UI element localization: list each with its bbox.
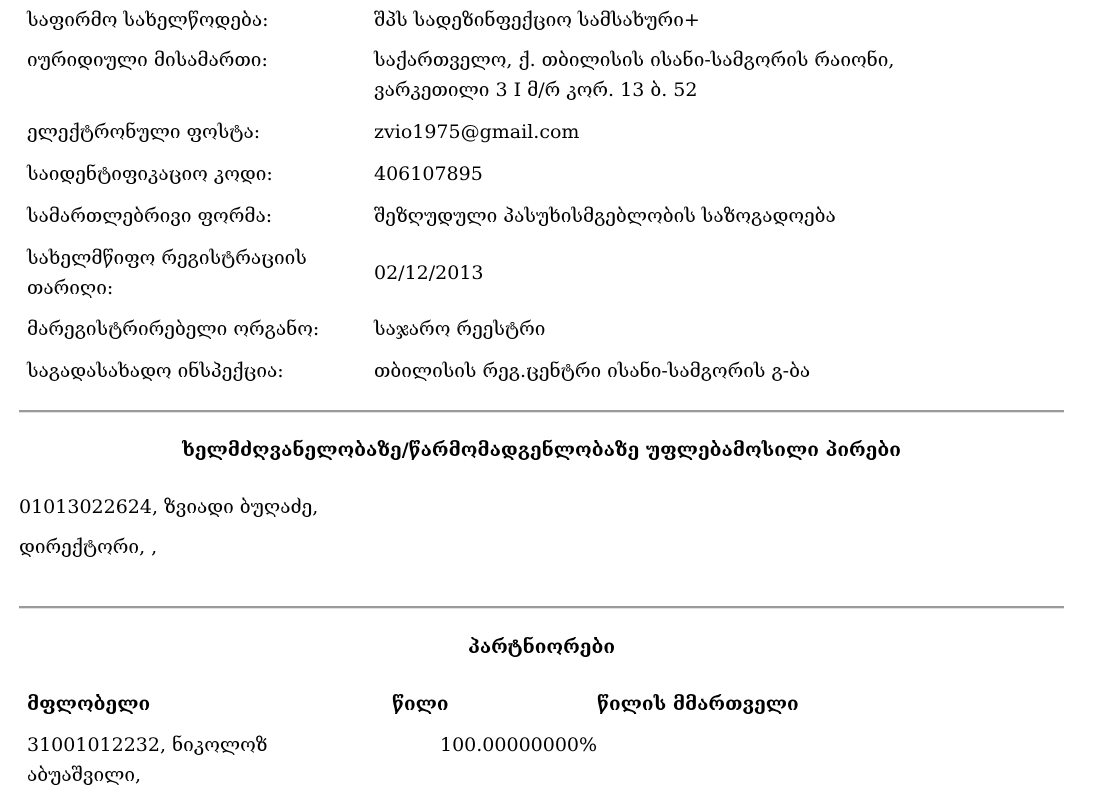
registration-date-row <box>19 243 1064 303</box>
divider-2 <box>19 606 1064 609</box>
id-code-row <box>19 159 1064 189</box>
legal-address-label: იურიდიული მისამართი: <box>27 49 268 71</box>
partner-share: 100.00000000% <box>440 734 598 756</box>
representative-line-1: 01013022624, ზვიადი ბუღაძე, <box>19 496 319 518</box>
email-value: zvio1975@gmail.com <box>374 121 580 143</box>
representatives-title: ხელმძღვანელობაზე/წარმომადგენლობაზე უფლებამოსილი პირები <box>182 439 901 461</box>
divider-1 <box>19 410 1064 413</box>
share-manager-column-header: წილის მმართველი <box>597 693 799 715</box>
company-name-label: საფირმო სახელწოდება: <box>27 9 269 31</box>
partners-table-header <box>19 688 1064 720</box>
email-label: ელექტრონული ფოსტა: <box>27 121 261 143</box>
email-row <box>19 117 1064 147</box>
tax-inspection-label: საგადასახადო ინსპექცია: <box>27 360 284 382</box>
legal-form-row <box>19 201 1064 231</box>
legal-address-value: საქართველო, ქ. თბილისის ისანი-სამგორის რაიონი, ვარკეთილი 3 I მ/რ კორ. 13 ბ. 52 <box>374 49 895 101</box>
legal-address-row <box>19 45 1064 105</box>
id-code-label: საიდენტიფიკაციო კოდი: <box>27 163 273 185</box>
registration-date-label: სახელმწიფო რეგისტრაციის თარიღი: <box>27 247 307 299</box>
owner-column-header: მფლობელი <box>27 693 151 715</box>
company-name-row <box>19 5 1064 35</box>
tax-inspection-value: თბილისის რეგ.ცენტრი ისანი-სამგორის გ-ბა <box>374 360 811 382</box>
registering-body-label: მარეგისტრირებელი ორგანო: <box>27 318 320 340</box>
legal-form-value: შეზღუდული პასუხისმგებლობის საზოგადოება <box>374 205 836 227</box>
company-name-value: შპს სადეზინფექციო სამსახური+ <box>374 9 700 31</box>
id-code-value: 406107895 <box>374 163 483 185</box>
partner-owner: 31001012232, ნიკოლოზ აბუაშვილი, <box>27 734 268 786</box>
share-column-header: წილი <box>392 693 449 715</box>
legal-form-label: სამართლებრივი ფორმა: <box>27 205 273 227</box>
partners-title: პარტნიორები <box>467 636 615 658</box>
tax-inspection-row <box>19 356 1064 386</box>
representative-line-2: დირექტორი, , <box>19 536 158 558</box>
registering-body-value: საჯარო რეესტრი <box>374 318 546 340</box>
registering-body-row <box>19 314 1064 344</box>
registration-date-value: 02/12/2013 <box>374 262 484 284</box>
